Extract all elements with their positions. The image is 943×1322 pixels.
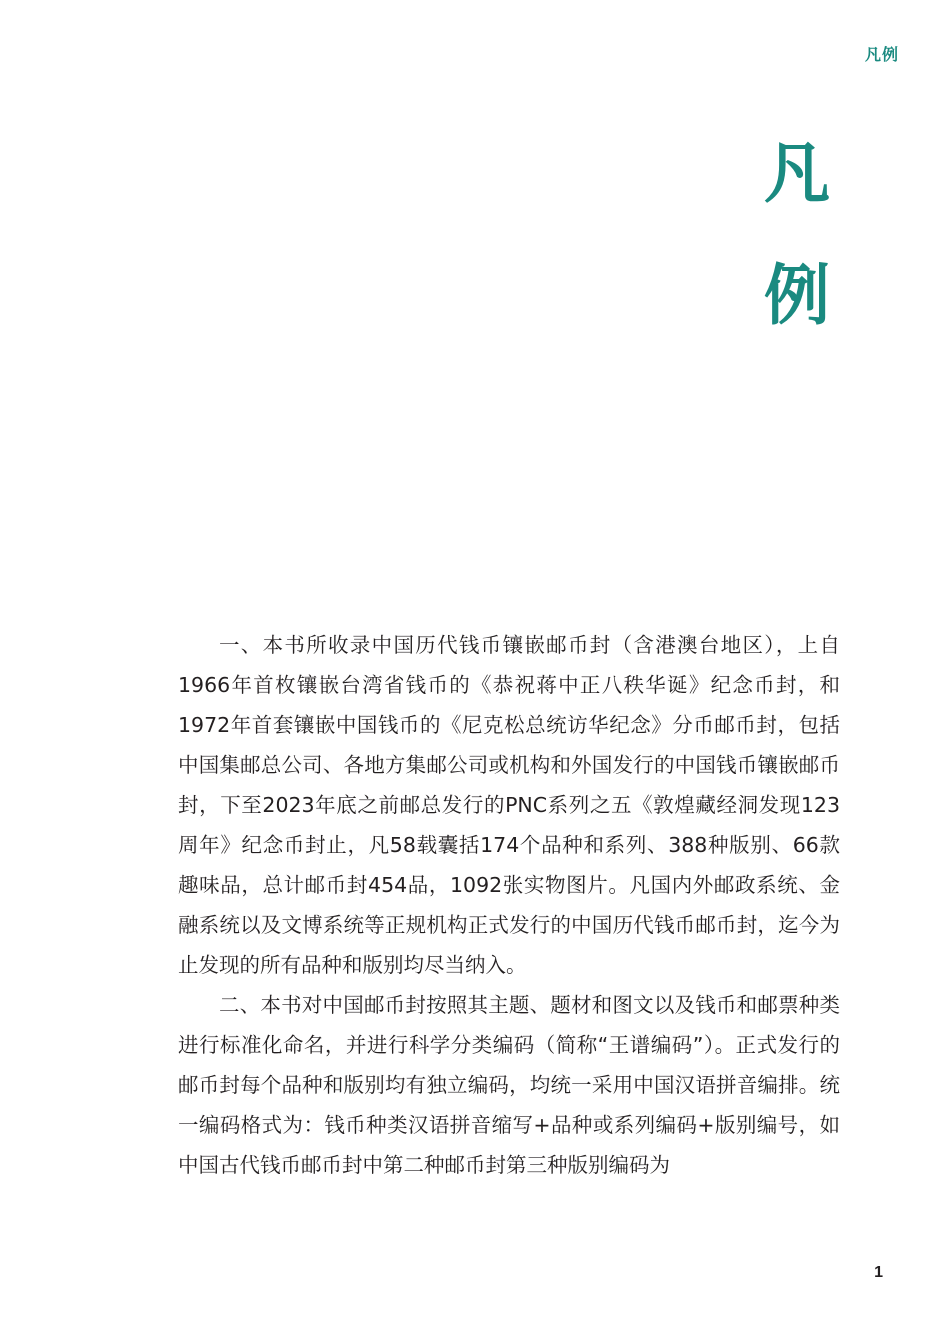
title-char-2: 例: [764, 256, 830, 334]
paragraph-2: 二、本书对中国邮币封按照其主题、题材和图文以及钱币和邮票种类进行标准化命名，并进行科学分类编码（简称“王谱编码”）。正式发行的邮币封每个品种和版别均有独立编码，均统一采用中国汉语拼音编排。统一编码格式为：钱币种类汉语拼音缩写+品种或系列编码+版别编号，如中国古代钱币邮币封中第二种邮币封第三种版别编码为: [178, 993, 840, 1177]
running-head: 凡例: [864, 45, 899, 64]
page-number: 1: [874, 1264, 883, 1281]
paragraph-1: 一、本书所收录中国历代钱币镶嵌邮币封（含港澳台地区），上自1966年首枚镶嵌台湾省钱币的《恭祝蒋中正八秩华诞》纪念币封，和1972年首套镶嵌中国钱币的《尼克松总统访华纪念》分币邮币封，包括中国集邮总公司、各地方集邮公司或机构和外国发行的中国钱币镶嵌邮币封，下至2023年底之前邮总发行的PNC系列之五《敦煌藏经洞发现123周年》纪念币封止，凡58载囊括174个品种和系列、388种版别、66款趣味品，总计邮币封454品，1092张实物图片。凡国内外邮政系统、金融系统以及文博系统等正规机构正式发行的中国历代钱币邮币封，迄今为止发现的所有品种和版别均尽当纳入。: [178, 633, 840, 977]
body-text: [178, 625, 840, 1185]
title-char-1: 凡: [764, 134, 830, 212]
